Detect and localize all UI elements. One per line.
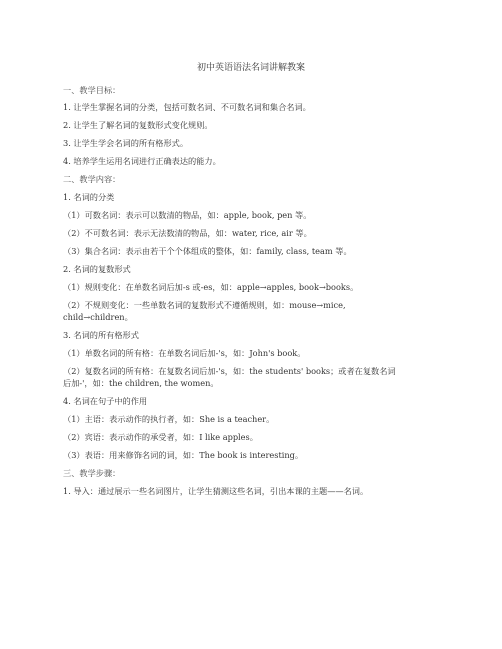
topic-heading: 4. 名词在句子中的作用 [63,396,148,406]
goal-item: 2. 让学生了解名词的复数形式变化规则。 [63,120,213,130]
topic-line: （2）不规则变化：一些单数名词的复数形式不遵循规则，如：mouse→mice, [63,300,346,310]
topic-line: （2）不可数名词：表示无法数清的物品，如：water, rice, air 等。 [63,228,312,238]
topic-heading: 2. 名词的复数形式 [63,264,131,274]
section-heading-goals: 一、教学目标： [63,85,121,95]
document-title: 初中英语语法名词讲解教案 [196,63,305,73]
topic-line: child→children。 [63,312,133,322]
topic-line: （3）集合名词：表示由若干个个体组成的整体，如：family, class, team 等。 [63,246,352,256]
section-heading-steps: 三、教学步骤： [63,468,121,478]
topic-line: （3）表语：用来修饰名词的词，如：The book is interesting。 [63,450,304,460]
topic-line: （1）规则变化：在单数名词后加-s 或-es，如：apple→apples, book→books。 [63,282,359,292]
topic-line: （2）复数名词的所有格：在复数名词后加-'s，如：the students' books；或者在复数名词 [63,366,396,376]
topic-line: （1）主语：表示动作的执行者，如：She is a teacher。 [63,414,275,424]
topic-line: （2）宾语：表示动作的承受者，如：I like apples。 [63,432,258,442]
goal-item: 4. 培养学生运用名词进行正确表达的能力。 [63,156,221,166]
goal-item: 1. 让学生掌握名词的分类，包括可数名词、不可数名词和集合名词。 [63,102,311,112]
topic-line: （1）可数名词：表示可以数清的物品，如：apple, book, pen 等。 [63,210,312,220]
goal-item: 3. 让学生学会名词的所有格形式。 [63,138,189,148]
section-heading-content: 二、教学内容： [63,174,121,184]
step-item: 1. 导入：通过展示一些名词图片，让学生猜测这些名词，引出本课的主题——名词。 [63,486,369,496]
topic-heading: 1. 名词的分类 [63,192,115,202]
topic-heading: 3. 名词的所有格形式 [63,330,139,340]
topic-line: 后加-'，如：the children, the women。 [63,378,219,388]
topic-line: （1）单数名词的所有格：在单数名词后加-'s，如：John's book。 [63,348,306,358]
